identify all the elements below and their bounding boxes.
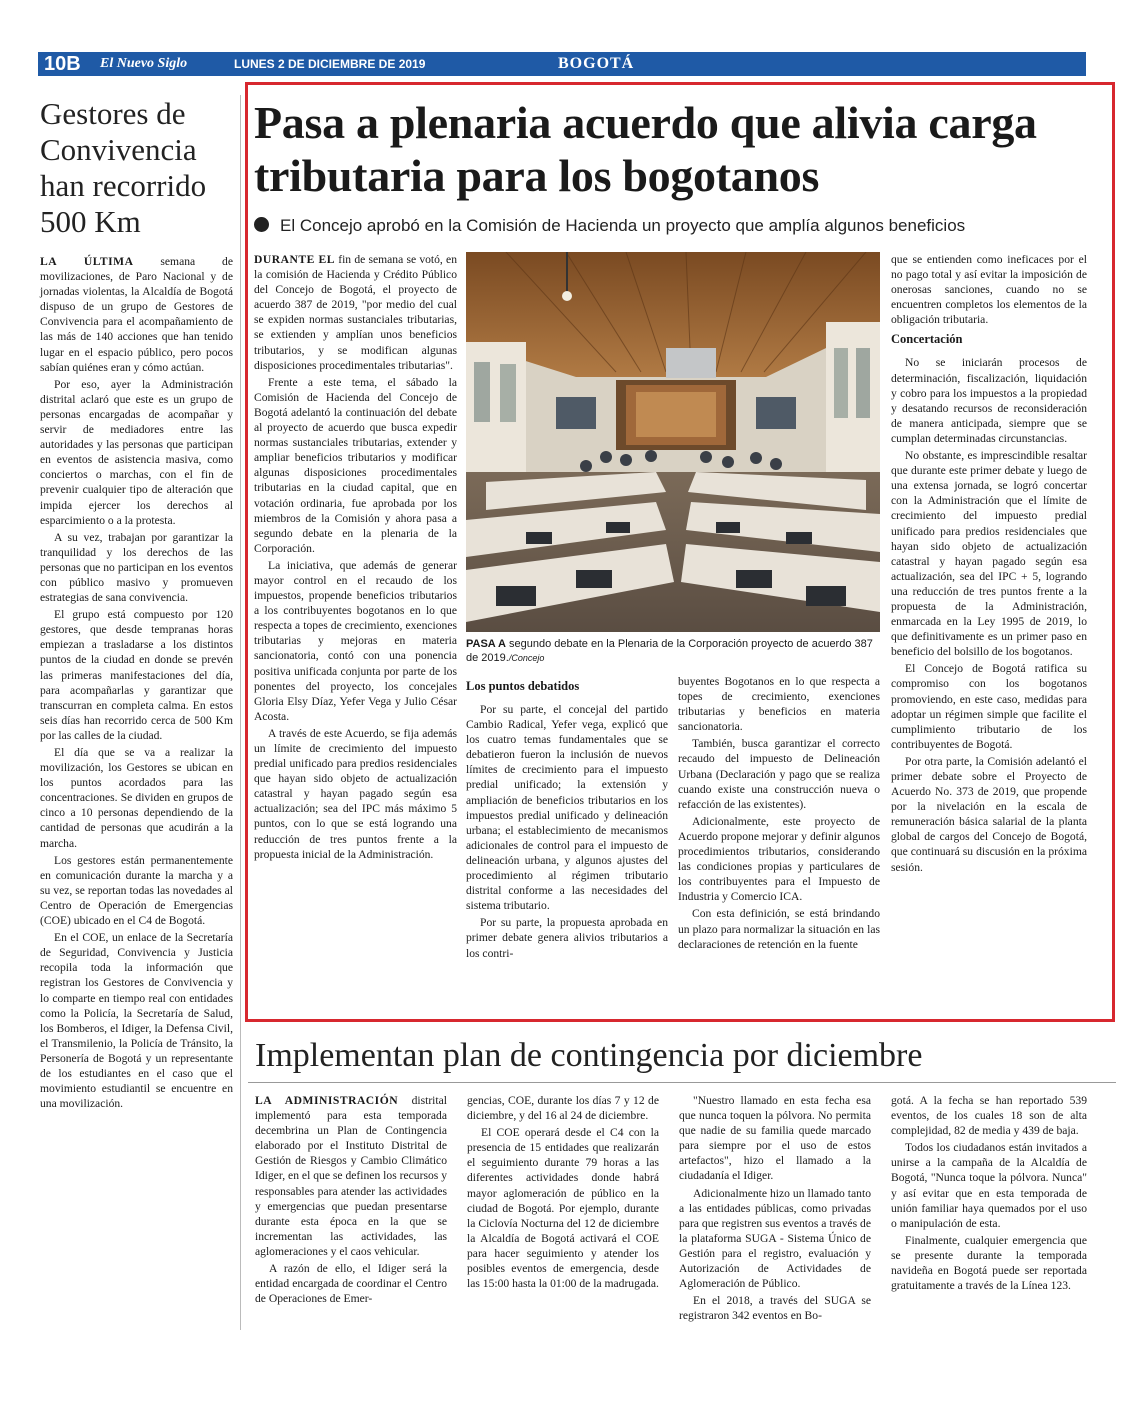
paragraph: En el 2018, a través del SUGA se registraron 342 eventos en Bo-: [679, 1294, 871, 1323]
newspaper-name: El Nuevo Siglo: [100, 56, 188, 71]
paragraph: No obstante, es imprescindible resaltar que durante este primer debate y luego de una extensa jornada, se logró concertar con la Administración que el límite de crecimiento del impuesto predial unificado para predios residenciales que hayan sido objeto de actualización catastral y hayan pagado según esa actualización, sea del IPC + 5, logrando una reducción de tres puntos frente a la propuesta de la Administración, enmarcada en la Ley 1995 de 2019, lo que definitivamente es un primer paso en beneficio del bolsillo de los bogotanos.: [891, 449, 1087, 659]
council-chamber-photo: [466, 252, 880, 632]
paragraph: buyentes Bogotanos en lo que respecta a topes de crecimiento, exenciones tributarias y beneficios en materia sancionatoria.: [678, 675, 880, 734]
paragraph: La iniciativa, que además de generar mayor control en el recaudo de los impuestos, propende beneficios tributarios a los contribuyentes bogotanos en lo que respecta a topes de crecimiento, exenciones tributarias y mejoras en materia sancionatoria, contó con una ponencia positiva unificada conjunta por parte de los ponentes del proyecto, los concejales Gloria Elsy Díaz, Yefer Vega y Julio César Acosta.: [254, 558, 457, 723]
section-name: BOGOTÁ: [558, 55, 635, 72]
paragraph: A través de este Acuerdo, se fija además un límite de crecimiento del impuesto predial unificado para predios residenciales que hayan sido objeto de actualización catastral y hayan pagado según esa actualización; sea del IPC más máximo 5 puntos, con lo que se está logrando una reducción de tres puntos frente a la propuesta inicial de la Administración.: [254, 726, 457, 861]
paragraph: Por otra parte, la Comisión adelantó el primer debate sobre el Proyecto de Acuerdo No. 373 de 2019, que propende por la nivelación en la escala de remuneración básica salarial de la planta global de cargos del Concejo de Bogotá, que continuará su discusión en la próxima sesión.: [891, 754, 1087, 874]
paragraph: El Concejo de Bogotá ratifica su compromiso con los bogotanos promoviendo, en este caso, medidas para adoptar un régimen simple que facilite el cumplimiento tributario de los contribuyentes de Bogotá.: [891, 662, 1087, 751]
paragraph: Adicionalmente hizo un llamado tanto a las entidades públicas, como privadas para que registren sus eventos a través de la plataforma SUGA - Sistema Único de Gestión para el registro, evaluación y Autorización de Actividades de Aglomeración de Público.: [679, 1186, 871, 1291]
caption-text: segundo debate en la Plenaria de la Corporación proyecto de acuerdo 387 de 2019.: [466, 638, 873, 664]
paragraph: Por eso, ayer la Administración distrital aclaró que este es un grupo de personas encargadas de acompañar y servir de mediadores entre las autoridades y las personas que participan en eventos de asistencia masiva, como conciertos o marchas, con el fin de prevenir cualquier tipo de alteración que impida ejercer los derechos al esparcimiento o a la protesta.: [40, 377, 233, 527]
bottom-column-2: [467, 1093, 659, 1293]
paragraph: También, busca garantizar el correcto recaudo del impuesto de Delineación Urbana (Declaración y pago que se realiza cuando existe una construcción nueva o refacción de las existentes).: [678, 737, 880, 811]
title-rule: [248, 1082, 1116, 1083]
paragraph: LA ADMINISTRACIÓN distrital implementó para esta temporada decembrina un Plan de Contingencia elaborado por el Instituto Distrital de Gestión de Riesgos y Cambio Climático Idiger, en el que se definen los recursos y responsables para atender las actividades y emergencias que puedan presentarse durante esta época en la que se incrementan las actividades, las aglomeraciones y el caos vehicular.: [255, 1094, 447, 1258]
subhead: Los puntos debatidos: [466, 679, 580, 693]
paragraph: No se iniciarán procesos de determinación, fiscalización, liquidación y cobro para los impuestos a la propiedad y desatando recursos de reconsideración de manera anticipada, siempre que se cumplan determinadas circunstancias.: [891, 356, 1087, 445]
bottom-column-1: [255, 1093, 447, 1308]
lead-in: LA ÚLTIMA: [40, 255, 134, 268]
bottom-column-4: [891, 1093, 1087, 1295]
page-number: 10B: [44, 53, 81, 75]
subhead: Concertación: [891, 332, 963, 347]
paragraph: Todos los ciudadanos están invitados a unirse a la campaña de la Alcaldía de Bogotá, "Nunca toque la pólvora. Nunca" y así evitar que en esta temporada de unión familiar haya quemados por el uso o manipulación de esta.: [891, 1141, 1087, 1230]
paragraph: Finalmente, cualquier emergencia que se presente durante la temporada navideña en Bogotá puede ser reportada gratuitamente a través de la Línea 123.: [891, 1233, 1087, 1293]
paragraph: Por su parte, el concejal del partido Cambio Radical, Yefer vega, explicó que los cuatro temas fundamentales que se debatieron fueron la inclusión de nuevos límites de crecimiento para el impuesto predial unificado; la extensión y ampliación de beneficios tributarios en los impuestos predial unificado y delineación urbana; el establecimiento de mecanismos adicionales de control para el impuesto de delineación urbana, y algunos ajustes del procedimiento al régimen tributario distrital conforme a las necesidades del sistema tributario.: [466, 703, 668, 913]
paragraph: Con esta definición, se está brindando un plazo para normalizar la situación en las declaraciones de retención en la fuente: [678, 907, 880, 951]
paragraph: Los gestores están permanentemente en comunicación durante la marcha y a su vez, se reportan todas las novedades al Centro de Operación de Emergencias (COE) ubicado en el C4 de Bogotá.: [40, 853, 233, 928]
paragraph: A razón de ello, el Idiger será la entidad encargada de coordinar el Centro de Operaciones de Emer-: [255, 1262, 447, 1306]
main-column-3: [678, 674, 880, 954]
paragraph: DURANTE EL fin de semana se votó, en la comisión de Hacienda y Crédito Público del Concejo de Bogotá, el proyecto de acuerdo 387 de 2019, "por medio del cual se expiden normas sustanciales tributarias, se extienden y amplían unos beneficios tributarios, y se modifican algunas disposiciones procedimentales tributarias".: [254, 253, 457, 372]
main-column-2: [466, 674, 668, 963]
paragraph: A su vez, trabajan por garantizar la tranquilidad y los derechos de las personas que no participan en los eventos con público masivo y promueven estrategias de sana convivencia.: [40, 530, 233, 605]
caption-lead: PASA A: [466, 638, 506, 650]
main-column-4: [891, 252, 1087, 877]
bottom-column-3: [679, 1093, 871, 1325]
paragraph: Frente a este tema, el sábado la Comisión de Hacienda del Concejo de Bogotá adelantó la continuación del debate al proyecto de acuerdo que busca expedir normas sustanciales tributarias, extender y ampliar beneficios tributarios y modificar algunas disposiciones procedimentales tributarias en la ciudad capital, que en votación ordinaria, fue aprobada por los miembros de la Comisión y ahora pasa a segundo debate en la plenaria de la Corporación.: [254, 375, 457, 555]
lead-in: LA ADMINISTRACIÓN: [255, 1094, 399, 1107]
paragraph: El COE operará desde el C4 con la presencia de 15 entidades que realizarán el seguimiento durante 79 horas a las diferentes actividades donde habrá mayor aglomeración de público en la ciudad de Bogotá. Por ejemplo, durante la Ciclovía Nocturna del 12 de diciembre la Alcaldía de Bogotá activará el COE para hacer seguimiento y atender los posibles eventos de emergencia, desde las 15:00 hasta la 01:00 de la madrugada.: [467, 1126, 659, 1291]
issue-date: LUNES 2 DE DICIEMBRE DE 2019: [234, 57, 426, 71]
paragraph: Por su parte, la propuesta aprobada en primer debate genera alivios tributarios a los contri-: [466, 916, 668, 960]
paragraph: que se entienden como ineficaces por el no pago total y así evitar la imposición de onerosas sanciones, cuando no se encuentren completos los elementos de la obligación tributaria.: [891, 253, 1087, 327]
paragraph: El grupo está compuesto por 120 gestores, que desde tempranas horas empiezan a trasladarse a los distintos puntos de la ciudad en donde se prevén las primeras manifestaciones del día, para acompañarlas y garantizar que transcurran en completa calma. En estos seis días han recorrido cerca de 500 Km por las calles de la ciudad.: [40, 608, 233, 742]
paragraph: Adicionalmente, este proyecto de Acuerdo propone mejorar y definir algunos procedimientos tributarios, considerando las condiciones propias y particulares de los contribuyentes para el Impuesto de Industria y Comercio ICA.: [678, 814, 880, 904]
side-article-title: Gestores de Convivencia han recorrido 500 Km: [40, 96, 207, 239]
bottom-article-title: Implementan plan de contingencia por diciembre: [255, 1037, 923, 1074]
paragraph: El día que se va a realizar la movilización, los Gestores se ubican en los puntos acordados para las concentraciones. Se dividen en grupos de cinco a 10 personas dependiendo de la cantidad de personas que acudirán a la marcha.: [40, 746, 233, 850]
article-photo: [466, 252, 880, 632]
column-divider: [240, 95, 241, 1330]
side-article-body: [40, 254, 233, 1113]
main-article-title: Pasa a plenaria acuerdo que alivia carga tributaria para los bogotanos: [254, 97, 1037, 202]
lead-in: DURANTE EL: [254, 253, 336, 266]
page-header-bar: [38, 52, 1086, 76]
paragraph: gotá. A la fecha se han reportado 539 eventos, de los cuales 18 son de alta complejidad, 82 de media y 439 de baja.: [891, 1094, 1087, 1138]
main-column-1: [254, 252, 457, 864]
paragraph: LA ÚLTIMA semana de movilizaciones, de Paro Nacional y de jornadas violentas, la Alcaldía de Bogotá dispuso de un grupo de Gestores de Convivencia para el acompañamiento de las más de 140 acciones que han tenido lugar en el espacio público, pero pocos sabían quiénes eran y cómo actúan.: [40, 255, 233, 374]
bullet-icon: [254, 217, 269, 232]
main-article-subtitle: [254, 214, 1114, 238]
subtitle-text: El Concejo aprobó en la Comisión de Hacienda un proyecto que amplía algunos beneficios: [280, 216, 966, 235]
paragraph: gencias, COE, durante los días 7 y 12 de diciembre, y del 16 al 24 de diciembre.: [467, 1094, 659, 1123]
paragraph: "Nuestro llamado en esta fecha esa que nunca toquen la pólvora. No permita que nadie de su familia quede marcado para siempre por el uso de estos artefactos", hizo el llamado a la ciudadanía el Idiger.: [679, 1094, 871, 1183]
photo-caption: [466, 637, 880, 665]
caption-credit: /Concejo: [508, 653, 545, 663]
paragraph: En el COE, un enlace de la Secretaría de Seguridad, Convivencia y Justicia recopila toda la información que registran los Gestores de Convivencia y lo comparte en tiempo real con entidades como la Policía, la Secretaría de Salud, los Bomberos, el Idiger, la Defensa Civil, el Transmilenio, la Policía de Tránsito, la Personería de Bogotá y un representante de los estudiantes en el caso que el movimiento estudiantil se encuentre en una movilización.: [40, 931, 233, 1111]
